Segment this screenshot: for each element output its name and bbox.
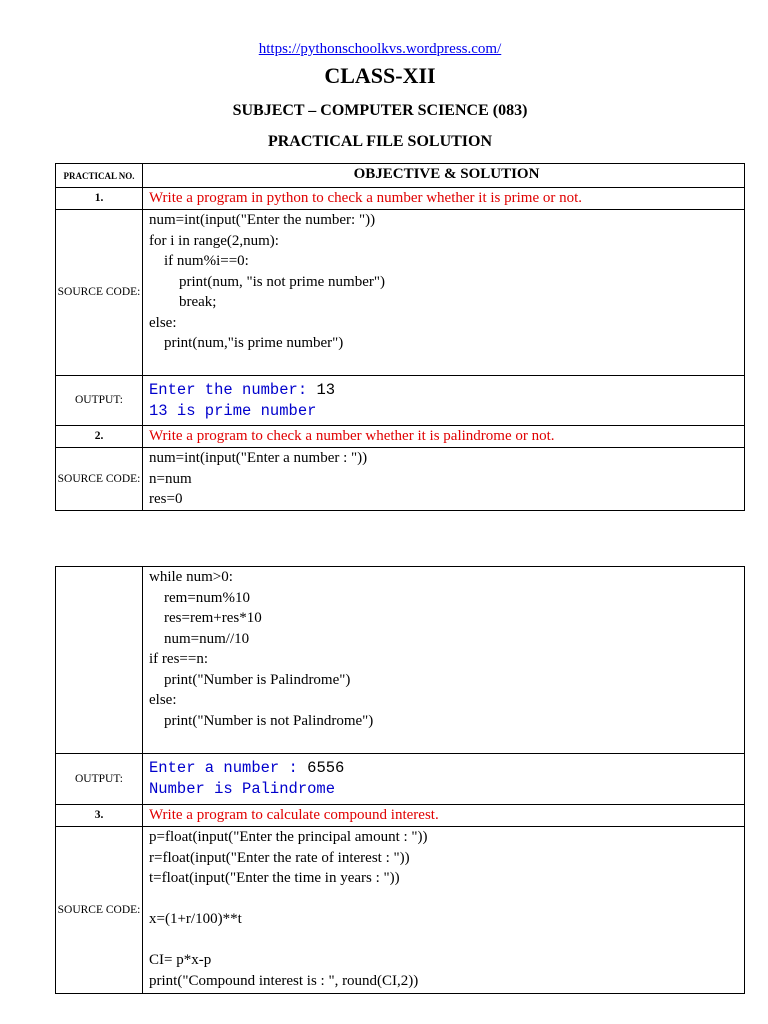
output-line bbox=[149, 779, 744, 800]
code-line: print(num,"is prime number") bbox=[149, 335, 344, 351]
source-code-label: SOURCE CODE: bbox=[56, 448, 143, 511]
source-code-block bbox=[143, 567, 745, 754]
output-block bbox=[143, 376, 745, 426]
source-code-label-continued bbox=[56, 567, 143, 754]
code-line: while num>0: bbox=[149, 569, 233, 585]
output-block bbox=[143, 754, 745, 805]
code-line: if res==n: bbox=[149, 651, 208, 667]
code-line: n=num bbox=[149, 470, 192, 487]
output-prompt: Number is Palindrome bbox=[149, 780, 336, 798]
output-label: OUTPUT: bbox=[56, 376, 143, 426]
source-code-label: SOURCE CODE: bbox=[56, 210, 143, 376]
col-head-practical-no: PRACTICAL NO. bbox=[56, 164, 143, 188]
code-line: for i in range(2,num): bbox=[149, 232, 279, 249]
source-code-block bbox=[143, 827, 745, 994]
practical-objective: Write a program to check a number whether it is palindrome or not. bbox=[143, 426, 745, 448]
output-line bbox=[149, 758, 744, 779]
practical-file-heading: PRACTICAL FILE SOLUTION bbox=[267, 133, 493, 150]
code-line: print("Compound interest is : ", round(CI,2)) bbox=[149, 972, 419, 989]
code-line: print("Number is not Palindrome") bbox=[149, 712, 374, 729]
code-line bbox=[149, 930, 744, 951]
col-head-objective: OBJECTIVE & SOLUTION bbox=[143, 164, 745, 188]
code-line: print("Number is Palindrome") bbox=[149, 671, 351, 688]
output-line bbox=[149, 401, 744, 422]
code-line: res=0 bbox=[149, 491, 183, 507]
output-label: OUTPUT: bbox=[56, 754, 143, 805]
code-line: t=float(input("Enter the time in years : ")) bbox=[149, 870, 400, 886]
code-line: else: bbox=[149, 314, 177, 331]
code-line: num=int(input("Enter the number: ")) bbox=[149, 212, 376, 228]
practical-objective: Write a program to calculate compound interest. bbox=[143, 805, 745, 827]
code-line: x=(1+r/100)**t bbox=[149, 911, 242, 927]
output-value: 13 bbox=[316, 380, 336, 399]
page-title: CLASS-XII bbox=[324, 63, 436, 88]
code-line: r=float(input("Enter the rate of interest : ")) bbox=[149, 849, 410, 866]
code-line: res=rem+res*10 bbox=[149, 610, 262, 626]
practical-number: 3. bbox=[56, 805, 143, 827]
code-line: num=num//10 bbox=[149, 630, 250, 647]
practical-number: 1. bbox=[56, 188, 143, 210]
output-value: 6556 bbox=[307, 759, 345, 777]
code-line: rem=num%10 bbox=[149, 589, 250, 606]
code-line: p=float(input("Enter the principal amount : ")) bbox=[149, 829, 428, 845]
header-link[interactable]: https://pythonschoolkvs.wordpress.com/ bbox=[258, 41, 502, 57]
subject-heading: SUBJECT – COMPUTER SCIENCE (083) bbox=[232, 102, 528, 119]
output-prompt: Enter a number : bbox=[149, 759, 308, 777]
practical-table-page2 bbox=[55, 566, 745, 994]
practical-table-page1 bbox=[55, 163, 745, 511]
code-line: CI= p*x-p bbox=[149, 952, 212, 968]
code-line: if num%i==0: bbox=[149, 253, 249, 269]
output-line bbox=[149, 380, 744, 401]
source-code-block bbox=[143, 448, 745, 511]
code-line: num=int(input("Enter a number : ")) bbox=[149, 450, 368, 466]
source-code-block bbox=[143, 210, 745, 376]
code-line: else: bbox=[149, 692, 177, 708]
code-line bbox=[149, 889, 744, 910]
practical-objective: Write a program in python to check a number whether it is prime or not. bbox=[143, 188, 745, 210]
output-prompt: 13 is prime number bbox=[149, 401, 317, 420]
code-line: break; bbox=[149, 294, 217, 310]
practical-number: 2. bbox=[56, 426, 143, 448]
output-prompt: Enter the number: bbox=[149, 380, 317, 399]
source-code-label: SOURCE CODE: bbox=[56, 827, 143, 994]
code-line: print(num, "is not prime number") bbox=[149, 273, 385, 290]
